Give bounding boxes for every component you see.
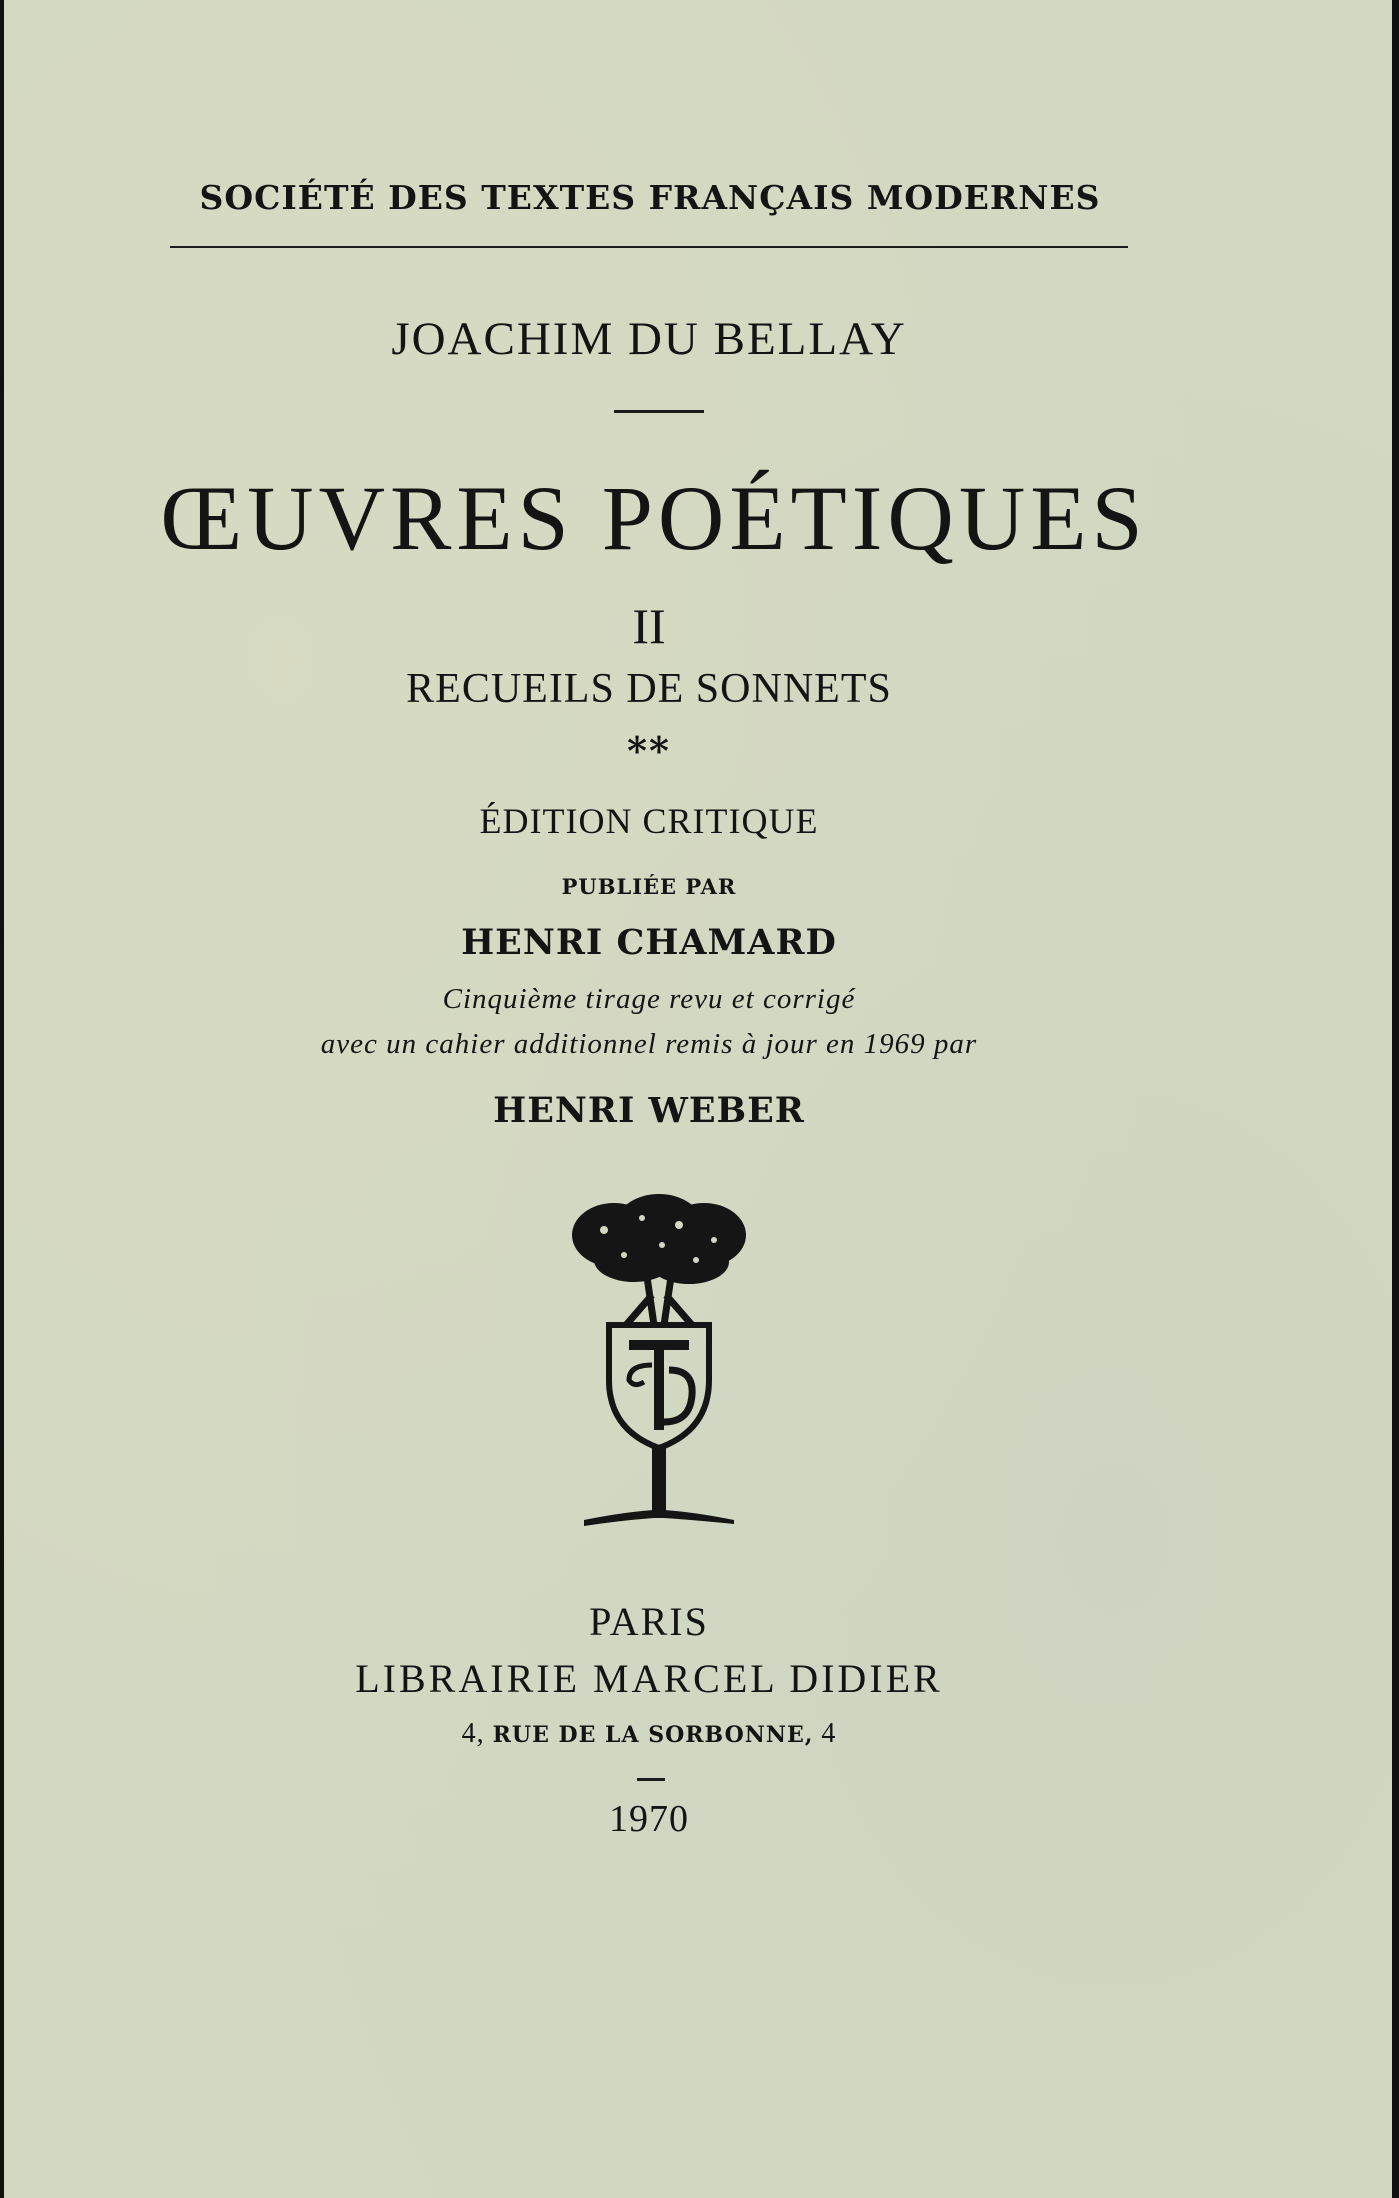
address-number-left: 4, bbox=[461, 1718, 485, 1749]
second-editor-name: HENRI WEBER bbox=[493, 1090, 805, 1131]
book-subtitle: RECUEILS DE SONNETS bbox=[406, 666, 892, 712]
short-divider bbox=[614, 410, 704, 413]
series-name: SOCIÉTÉ DES TEXTES FRANÇAIS MODERNES bbox=[199, 178, 1101, 217]
printing-note-line-1: Cinquième tirage revu et corrigé bbox=[442, 983, 856, 1015]
author-name: JOACHIM DU BELLAY bbox=[391, 313, 907, 365]
publisher-city: PARIS bbox=[589, 1599, 709, 1644]
published-by-label: PUBLIÉE PAR bbox=[561, 874, 737, 899]
short-divider-bottom bbox=[637, 1778, 665, 1781]
volume-number: II bbox=[632, 598, 666, 654]
editor-name: HENRI CHAMARD bbox=[461, 922, 837, 963]
publisher-name: LIBRAIRIE MARCEL DIDIER bbox=[355, 1656, 943, 1701]
book-cover bbox=[4, 0, 1392, 2198]
printing-note-line-2: avec un cahier additionnel remis à jour en 1969 par bbox=[320, 1028, 978, 1060]
part-marker: ** bbox=[627, 728, 671, 773]
edition-label: ÉDITION CRITIQUE bbox=[479, 801, 819, 841]
address-street: RUE DE LA SORBONNE, bbox=[492, 1722, 814, 1748]
tree-shield-monogram-icon bbox=[564, 1190, 754, 1540]
top-rule-divider bbox=[170, 246, 1128, 248]
publisher-address bbox=[4, 1718, 1294, 1750]
publication-year: 1970 bbox=[609, 1798, 689, 1840]
address-number-right: 4 bbox=[821, 1718, 837, 1749]
book-title: ŒUVRES POÉTIQUES bbox=[160, 467, 1148, 569]
